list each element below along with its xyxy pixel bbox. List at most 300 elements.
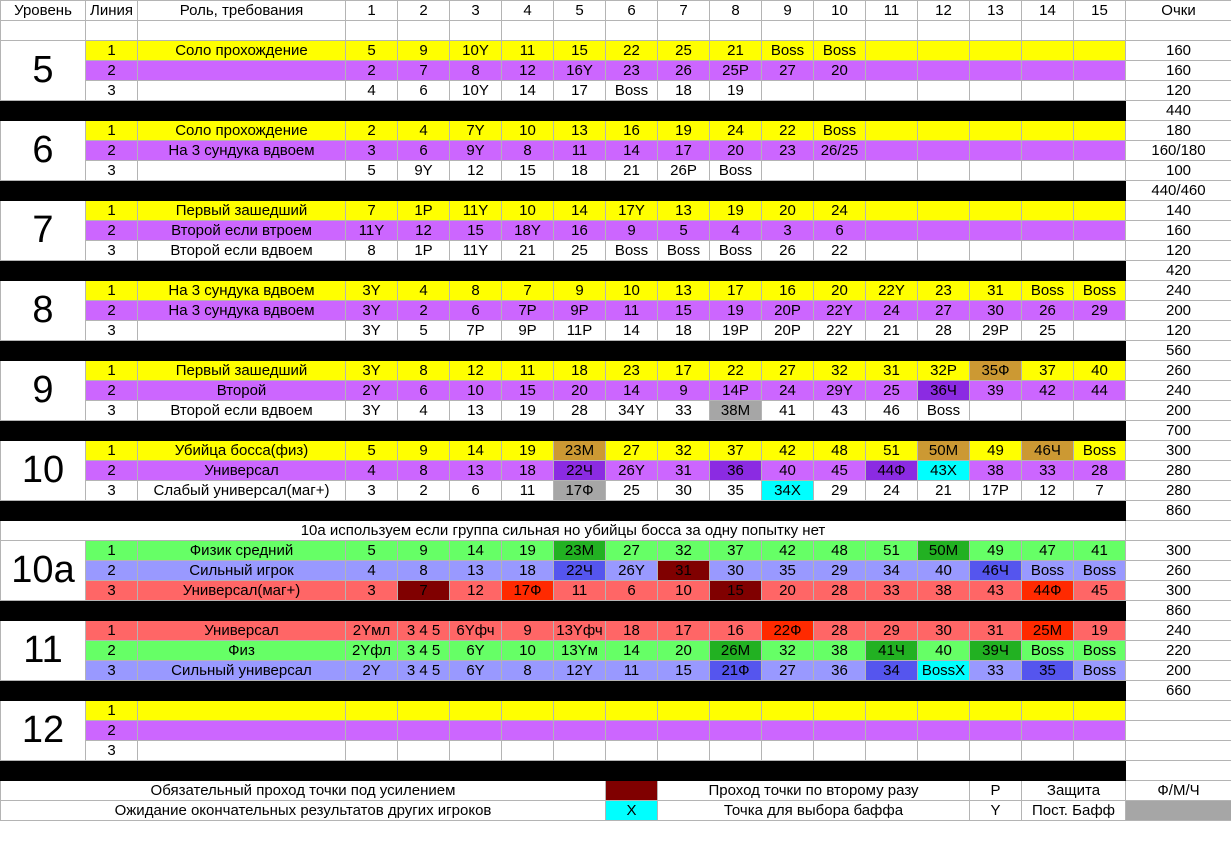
separator-cell	[658, 261, 710, 281]
legend-row	[1, 801, 1231, 821]
point-cell: 26	[658, 61, 710, 81]
separator-cell	[502, 761, 554, 781]
separator-cell	[554, 181, 606, 201]
point-cell: 7Y	[450, 121, 502, 141]
blank-cell	[450, 21, 502, 41]
point-cell: 7	[398, 61, 450, 81]
point-cell: 14	[606, 321, 658, 341]
point-cell	[970, 701, 1022, 721]
point-cell: 44Ф	[1022, 581, 1074, 601]
point-cell: 3Y	[346, 361, 398, 381]
header-col-7: 7	[658, 1, 710, 21]
level-total: 420	[1126, 261, 1231, 281]
point-cell: 31	[658, 561, 710, 581]
separator-cell	[502, 101, 554, 121]
point-cell: 2	[398, 301, 450, 321]
point-cell: 29	[814, 561, 866, 581]
point-cell: 24	[762, 381, 814, 401]
separator-cell	[814, 601, 866, 621]
point-cell: 14	[606, 641, 658, 661]
point-cell: 10	[502, 121, 554, 141]
point-cell: 33	[970, 661, 1022, 681]
separator-cell	[918, 501, 970, 521]
separator-cell	[554, 101, 606, 121]
point-cell	[1074, 221, 1126, 241]
point-cell: 20	[658, 641, 710, 661]
point-cell: 13	[658, 281, 710, 301]
point-cell: 3Y	[346, 321, 398, 341]
point-cell	[554, 721, 606, 741]
header-col-11: 11	[866, 1, 918, 21]
separator-cell	[398, 601, 450, 621]
point-cell: 3	[346, 141, 398, 161]
point-cell: 16	[762, 281, 814, 301]
point-cell	[398, 721, 450, 741]
point-cell: Boss	[710, 161, 762, 181]
point-cell: 17	[658, 141, 710, 161]
point-cell: 9	[554, 281, 606, 301]
blank-cell	[762, 21, 814, 41]
point-cell	[970, 41, 1022, 61]
point-cell: 14	[606, 141, 658, 161]
point-cell: 28	[554, 401, 606, 421]
points-cell: 260	[1126, 561, 1231, 581]
level-total	[1126, 761, 1231, 781]
point-cell: 43	[814, 401, 866, 421]
point-cell: 34Y	[606, 401, 658, 421]
point-cell: Boss	[814, 121, 866, 141]
separator-cell	[814, 761, 866, 781]
point-cell: 9	[606, 221, 658, 241]
separator-cell	[398, 341, 450, 361]
point-cell: 5	[346, 161, 398, 181]
line-number: 1	[86, 361, 138, 381]
point-cell	[1022, 741, 1074, 761]
role-cell: Сильный универсал	[138, 661, 346, 681]
point-cell: 20	[554, 381, 606, 401]
point-cell: 35Ф	[970, 361, 1022, 381]
point-cell: 26P	[658, 161, 710, 181]
separator-cell	[450, 421, 502, 441]
line-number: 3	[86, 581, 138, 601]
separator-cell	[866, 181, 918, 201]
header-col-1: 1	[346, 1, 398, 21]
points-cell: 260	[1126, 361, 1231, 381]
point-cell: Boss	[1022, 281, 1074, 301]
legend-buff-point-symbol: Y	[970, 801, 1022, 821]
table-row	[1, 61, 1231, 81]
role-cell: Второй если вдвоем	[138, 241, 346, 261]
point-cell: 22Y	[814, 321, 866, 341]
separator-cell	[710, 421, 762, 441]
level-note-row	[1, 521, 1231, 541]
point-cell: 4	[398, 281, 450, 301]
point-cell: 49	[970, 541, 1022, 561]
point-cell: 32	[658, 541, 710, 561]
point-cell: 6Yфч	[450, 621, 502, 641]
point-cell: 2Y	[346, 661, 398, 681]
point-cell: 11	[554, 141, 606, 161]
line-number: 2	[86, 221, 138, 241]
point-cell	[710, 721, 762, 741]
point-cell	[866, 741, 918, 761]
point-cell	[1074, 741, 1126, 761]
point-cell	[502, 701, 554, 721]
separator-cell	[814, 261, 866, 281]
separator-cell	[554, 261, 606, 281]
point-cell: 9P	[502, 321, 554, 341]
point-cell: 38	[918, 581, 970, 601]
blank-cell	[86, 21, 138, 41]
point-cell: 14	[554, 201, 606, 221]
point-cell	[606, 701, 658, 721]
separator-cell	[86, 761, 138, 781]
blank-cell	[918, 21, 970, 41]
point-cell: 11	[554, 581, 606, 601]
point-cell	[762, 701, 814, 721]
points-cell: 120	[1126, 321, 1231, 341]
point-cell: 12	[450, 161, 502, 181]
point-cell: 48	[814, 441, 866, 461]
table-row	[1, 141, 1231, 161]
separator-cell	[866, 421, 918, 441]
point-cell: 15	[502, 161, 554, 181]
point-cell	[710, 701, 762, 721]
level-separator-row	[1, 761, 1231, 781]
separator-cell	[554, 341, 606, 361]
point-cell: 2	[398, 481, 450, 501]
separator-cell	[398, 501, 450, 521]
header-row	[1, 1, 1231, 21]
points-cell: 120	[1126, 81, 1231, 101]
point-cell: 20P	[762, 321, 814, 341]
points-cell: 240	[1126, 381, 1231, 401]
table-row	[1, 581, 1231, 601]
line-number: 1	[86, 121, 138, 141]
point-cell: 21	[710, 41, 762, 61]
point-cell: Boss	[1022, 561, 1074, 581]
point-cell: 11	[606, 661, 658, 681]
point-cell: 15	[502, 381, 554, 401]
point-cell	[970, 81, 1022, 101]
point-cell	[554, 741, 606, 761]
header-col-5: 5	[554, 1, 606, 21]
role-cell: Универсал	[138, 461, 346, 481]
point-cell: 5	[346, 41, 398, 61]
line-number: 2	[86, 641, 138, 661]
point-cell: 19	[710, 201, 762, 221]
point-cell	[710, 741, 762, 761]
point-cell: 48	[814, 541, 866, 561]
point-cell: 5	[346, 441, 398, 461]
point-cell: Boss	[1074, 281, 1126, 301]
point-cell: 5	[346, 541, 398, 561]
point-cell: 11Y	[346, 221, 398, 241]
separator-cell	[1022, 421, 1074, 441]
point-cell: 50M	[918, 441, 970, 461]
line-number: 2	[86, 461, 138, 481]
note-points-cell	[1126, 521, 1231, 541]
role-cell: Первый зашедший	[138, 361, 346, 381]
separator-cell	[970, 501, 1022, 521]
point-cell: 10	[502, 641, 554, 661]
point-cell: 25	[866, 381, 918, 401]
point-cell: 25M	[1022, 621, 1074, 641]
level-note: 10а используем если группа сильная но убийцы босса за одну попытку нет	[1, 521, 1126, 541]
point-cell: 22	[710, 361, 762, 381]
separator-cell	[866, 261, 918, 281]
separator-cell	[606, 761, 658, 781]
level-separator-row	[1, 601, 1231, 621]
point-cell: 23M	[554, 541, 606, 561]
legend-permanent-buff-text: Пост. Бафф	[1022, 801, 1126, 821]
header-col-13: 13	[970, 1, 1022, 21]
header-points: Очки	[1126, 1, 1231, 21]
separator-cell	[658, 341, 710, 361]
point-cell: 23	[762, 141, 814, 161]
point-cell: 17	[710, 281, 762, 301]
line-number: 3	[86, 661, 138, 681]
table-row	[1, 121, 1231, 141]
point-cell: 3 4 5	[398, 621, 450, 641]
level-total: 660	[1126, 681, 1231, 701]
point-cell: Boss	[1074, 641, 1126, 661]
point-cell: 21	[502, 241, 554, 261]
point-cell	[1074, 121, 1126, 141]
point-cell: 23	[606, 361, 658, 381]
points-cell: 180	[1126, 121, 1231, 141]
separator-cell	[970, 341, 1022, 361]
separator-cell	[1022, 501, 1074, 521]
point-cell	[450, 721, 502, 741]
separator-cell	[918, 601, 970, 621]
point-cell	[450, 701, 502, 721]
separator-cell	[502, 341, 554, 361]
level-total: 440	[1126, 101, 1231, 121]
point-cell: 46Ч	[1022, 441, 1074, 461]
point-cell: 8	[502, 141, 554, 161]
separator-cell	[918, 261, 970, 281]
point-cell: 22Y	[814, 301, 866, 321]
role-cell: Универсал(маг+)	[138, 581, 346, 601]
point-cell: 32	[762, 641, 814, 661]
point-cell	[1022, 161, 1074, 181]
separator-cell	[86, 501, 138, 521]
point-cell	[918, 161, 970, 181]
point-cell: 9	[398, 541, 450, 561]
point-cell: 5	[398, 321, 450, 341]
point-cell	[866, 161, 918, 181]
point-cell: 39Ч	[970, 641, 1022, 661]
separator-cell	[918, 761, 970, 781]
point-cell: 31	[970, 281, 1022, 301]
point-cell: 31	[866, 361, 918, 381]
separator-cell	[86, 181, 138, 201]
point-cell: 8	[398, 561, 450, 581]
legend-waiting-swatch: X	[606, 801, 658, 821]
point-cell: 28	[814, 581, 866, 601]
point-cell: 19P	[710, 321, 762, 341]
point-cell	[346, 701, 398, 721]
separator-cell	[1074, 601, 1126, 621]
level-label: 7	[1, 201, 86, 261]
points-cell: 120	[1126, 241, 1231, 261]
point-cell: 29	[814, 481, 866, 501]
points-cell: 100	[1126, 161, 1231, 181]
point-cell	[1022, 41, 1074, 61]
points-cell: 160	[1126, 221, 1231, 241]
point-cell: 35	[710, 481, 762, 501]
separator-cell	[450, 181, 502, 201]
point-cell: 21	[866, 321, 918, 341]
point-cell	[918, 121, 970, 141]
point-cell: 14	[450, 541, 502, 561]
table-row	[1, 81, 1231, 101]
point-cell	[866, 141, 918, 161]
point-cell	[866, 201, 918, 221]
point-cell: 50M	[918, 541, 970, 561]
point-cell: 16	[554, 221, 606, 241]
level-label: 10	[1, 441, 86, 501]
separator-cell	[450, 601, 502, 621]
point-cell: 10Y	[450, 81, 502, 101]
points-cell: 160/180	[1126, 141, 1231, 161]
point-cell: 11	[502, 361, 554, 381]
point-cell	[1022, 201, 1074, 221]
separator-cell	[1022, 101, 1074, 121]
point-cell	[762, 81, 814, 101]
role-cell: Второй если втроем	[138, 221, 346, 241]
point-cell: 25	[554, 241, 606, 261]
line-number: 2	[86, 301, 138, 321]
point-cell: Boss	[1074, 441, 1126, 461]
point-cell: 28	[918, 321, 970, 341]
separator-cell	[1074, 681, 1126, 701]
line-number: 1	[86, 201, 138, 221]
point-cell: 12	[398, 221, 450, 241]
line-number: 2	[86, 61, 138, 81]
point-cell: 20	[762, 581, 814, 601]
separator-cell	[450, 261, 502, 281]
separator-cell	[658, 501, 710, 521]
point-cell	[1022, 401, 1074, 421]
point-cell: 27	[762, 661, 814, 681]
header-col-6: 6	[606, 1, 658, 21]
separator-cell	[658, 101, 710, 121]
point-cell: 11Y	[450, 241, 502, 261]
separator-cell	[86, 681, 138, 701]
point-cell: 20	[814, 281, 866, 301]
separator-cell	[710, 261, 762, 281]
role-cell: Универсал	[138, 621, 346, 641]
level-label: 10а	[1, 541, 86, 601]
point-cell: 19	[502, 541, 554, 561]
point-cell: 38	[970, 461, 1022, 481]
point-cell: 28	[814, 621, 866, 641]
blank-cell	[346, 21, 398, 41]
point-cell: 24	[814, 201, 866, 221]
point-cell: 22	[814, 241, 866, 261]
line-number: 1	[86, 441, 138, 461]
point-cell: 3 4 5	[398, 661, 450, 681]
header-line: Линия	[86, 1, 138, 21]
table-row	[1, 741, 1231, 761]
point-cell: 2	[346, 61, 398, 81]
point-cell: 6	[450, 301, 502, 321]
role-cell: Физ	[138, 641, 346, 661]
point-cell: 18	[554, 161, 606, 181]
point-cell: 13	[658, 201, 710, 221]
level-separator-row	[1, 501, 1231, 521]
role-cell	[138, 721, 346, 741]
separator-cell	[762, 421, 814, 441]
point-cell: 6	[450, 481, 502, 501]
separator-cell	[606, 681, 658, 701]
point-cell: 25	[606, 481, 658, 501]
separator-cell	[346, 181, 398, 201]
separator-cell	[970, 181, 1022, 201]
point-cell: 13	[450, 461, 502, 481]
level-separator-row	[1, 181, 1231, 201]
point-cell: 19	[502, 441, 554, 461]
points-cell: 200	[1126, 401, 1231, 421]
separator-cell	[1, 501, 86, 521]
role-cell: Убийца босса(физ)	[138, 441, 346, 461]
role-cell: Соло прохождение	[138, 121, 346, 141]
blank-cell	[502, 21, 554, 41]
point-cell: 22Ф	[762, 621, 814, 641]
point-cell: 18	[502, 561, 554, 581]
level-total: 860	[1126, 601, 1231, 621]
point-cell: 7	[398, 581, 450, 601]
header-role: Роль, требования	[138, 1, 346, 21]
point-cell	[918, 701, 970, 721]
role-cell: Сильный игрок	[138, 561, 346, 581]
point-cell	[866, 701, 918, 721]
point-cell: 36Ч	[918, 381, 970, 401]
level-label: 11	[1, 621, 86, 681]
point-cell: 22Ч	[554, 461, 606, 481]
points-cell	[1126, 741, 1231, 761]
point-cell: 4	[346, 81, 398, 101]
point-cell: BossX	[918, 661, 970, 681]
point-cell: 2Y	[346, 381, 398, 401]
role-cell: На 3 сундука вдвоем	[138, 301, 346, 321]
point-cell: 14	[606, 381, 658, 401]
point-cell: 13	[554, 121, 606, 141]
table-row	[1, 461, 1231, 481]
point-cell: 3Y	[346, 401, 398, 421]
point-cell: 25	[658, 41, 710, 61]
separator-cell	[346, 681, 398, 701]
separator-cell	[554, 601, 606, 621]
point-cell: 29	[866, 621, 918, 641]
point-cell: 35	[762, 561, 814, 581]
point-cell	[918, 221, 970, 241]
point-cell: 3 4 5	[398, 641, 450, 661]
point-cell: 28	[1074, 461, 1126, 481]
point-cell	[1074, 241, 1126, 261]
blank-cell	[554, 21, 606, 41]
point-cell: 11P	[554, 321, 606, 341]
point-cell: 22Y	[866, 281, 918, 301]
line-number: 3	[86, 81, 138, 101]
separator-cell	[1, 341, 86, 361]
point-cell: 34	[866, 661, 918, 681]
point-cell: 8	[502, 661, 554, 681]
point-cell	[346, 741, 398, 761]
separator-cell	[710, 681, 762, 701]
